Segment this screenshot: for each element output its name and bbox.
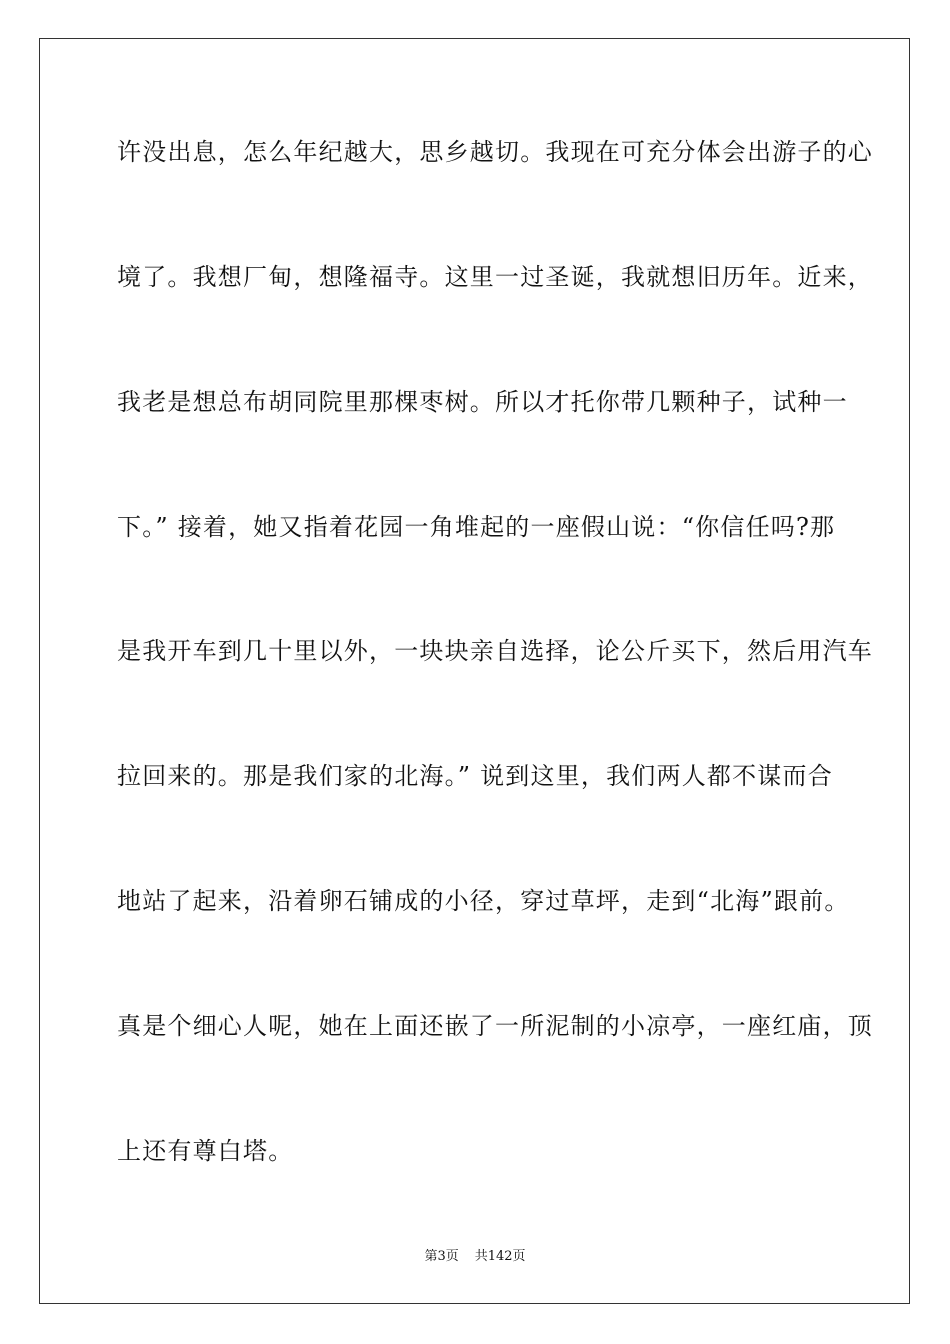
text-line: 真是个细心人呢，她在上面还嵌了一所泥制的小凉亭，一座红庙，顶 (117, 1012, 873, 1040)
text-line: 拉回来的。那是我们家的北海。” 说到这里，我们两人都不谋而合 (117, 762, 833, 790)
text-line: 下。” 接着，她又指着花园一角堆起的一座假山说：“你信任吗?那 (117, 513, 836, 541)
page-number: 第3页 (424, 1249, 459, 1264)
page-footer (0, 1249, 950, 1265)
text-line: 上还有尊白塔。 (117, 1137, 294, 1165)
page-border (39, 38, 910, 1304)
text-line: 地站了起来，沿着卵石铺成的小径，穿过草坪，走到“北海”跟前。 (117, 887, 850, 915)
text-line: 是我开车到几十里以外，一块块亲自选择，论公斤买下，然后用汽车 (117, 637, 873, 665)
text-line: 我老是想总布胡同院里那棵枣树。所以才托你带几颗种子，试种一 (117, 388, 848, 416)
text-line: 许没出息，怎么年纪越大，思乡越切。我现在可充分体会出游子的心 (117, 138, 873, 166)
text-line: 境了。我想厂甸，想隆福寺。这里一过圣诞，我就想旧历年。近来， (117, 263, 873, 291)
page-total: 共142页 (474, 1249, 526, 1264)
